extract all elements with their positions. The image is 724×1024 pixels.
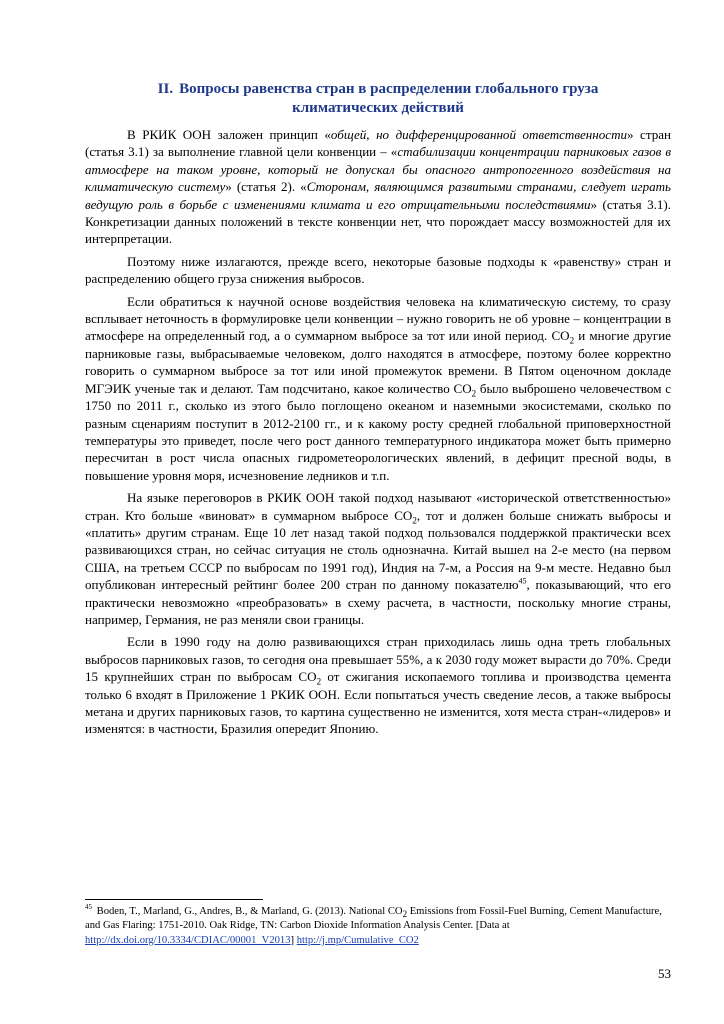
paragraph-1: В РКИК ООН заложен принцип «общей, но дифференцированной ответственности» стран (статья 3.1) за выполнение главной цели конвенции – «стабилизации концентрации парниковых газов в атмосфере на таком уровне, который не допускал бы опасного антропогенного воздействия на климатическую систему» (статья 2). «Сторонам, являющимся развитыми странами, следует играть ведущую роль в борьбе с изменениями климата и его отрицательными последствиями» (статья 3.1). Конкретизации данных положений в тексте конвенции нет, что порождает массу возможностей для их интерпретации. [85, 127, 671, 247]
footnote-reference[interactable]: 45 [518, 576, 527, 586]
short-link[interactable]: http://j.mp/Cumulative_CO2 [296, 934, 419, 946]
heading-line-1 [85, 80, 671, 99]
paragraph-4: На языке переговоров в РКИК ООН такой подход называют «исторической ответственностью» стран. Кто больше «виноват» в суммарном выбросе $CO_2$, тот и должен больше снижать выбросы и «платить» другим странам. Еще 10 лет назад такой подход пользовался поддержкой практически всех развивающихся стран, но сейчас ситуация не столь однозначна. Китай вышел на 2-е место (на первом США, на третьем СССР по выбросам по 1991 год), Индия на 7-м, а Россия на 9-м месте. Недавно был опубликован интересный рейтинг более 200 стран по данному показателю$^{45}$, показывающий, что его практически невозможно «преобразовать» в схему расчета, в частности, поскольку многие страны, например, Германия, не раз меняли свои границы. [85, 490, 671, 627]
footnote: $^{45}$ Boden, T., Marland, G., Andres, B., & Marland, G. (2013). National $CO_2$ Emissions from Fossil-Fuel Burning, Cement Manufacture, and Gas Flaring: 1751-2010. Oak Ridge, TN: Carbon Dioxide Information Analysis Center. [Data at http://dx.doi.org/10.3334/CDIAC/00001_V2013] http://j.mp/Cumulative_CO2 [85, 903, 662, 946]
body-text [85, 126, 671, 743]
footnote-number: 45 [85, 903, 92, 912]
heading-line-2: климатических действий [292, 100, 464, 116]
footnote-divider [85, 899, 263, 900]
paragraph-5: Если в 1990 году на долю развивающихся стран приходилась лишь одна треть глобальных выбросов парниковых газов, то сегодня она превышает 55%, а к 2030 году может вырасти до 70%. Среди 15 крупнейших стран по выбросам $CO_2$ от сжигания ископаемого топлива и производства цемента только 6 входят в Приложение 1 РКИК ООН. Если попытаться учесть сведение лесов, а также выбросы метана и других парниковых газов, то картина существенно не изменится, хотя места стран-«лидеров» и изменятся: в частности, Бразилия опередит Японию. [85, 634, 671, 737]
heading-text-1: Вопросы равенства стран в распределении глобального груза [179, 81, 599, 97]
section-heading [85, 80, 671, 118]
paragraph-3: Если обратиться к научной основе воздействия человека на климатическую систему, то сразу всплывает неточность в формулировке цели конвенции – нужно говорить не об уровне – концентрации в атмосфере на определенный год, а о суммарном выбросе за тот или иной период. $CO_2$ и многие другие парниковые газы, выбрасываемые человеком, долго находятся в атмосфере, поэтому более корректно говорить о суммарном выбросе за тот или иной промежуток времени. В Пятом оценочном докладе МГЭИК ученые так и делают. Там подсчитано, какое количество $CO_2$ было выброшено человечеством с 1750 по 2011 г., сколько из этого было поглощено океаном и наземными экосистемами, сколько по разным сценариям поступит в 2012-2100 гг., и к какому росту средней глобальной приповерхностной температуры это приведет, после чего рост данного температурного индикатора может быть примерно пересчитан в рост числа опасных гидрометеорологических явлений, в дефицит пресной воды, в повышение уровня моря, исчезновение ледников и т.п. [85, 293, 672, 483]
heading-number: II. [157, 81, 174, 97]
paragraph-2: Поэтому ниже излагаются, прежде всего, некоторые базовые подходы к «равенству» стран и распределению общего груза снижения выбросов. [85, 253, 671, 287]
page-number: 53 [658, 966, 671, 981]
doi-link[interactable]: http://dx.doi.org/10.3334/CDIAC/00001_V2013 [85, 934, 291, 946]
